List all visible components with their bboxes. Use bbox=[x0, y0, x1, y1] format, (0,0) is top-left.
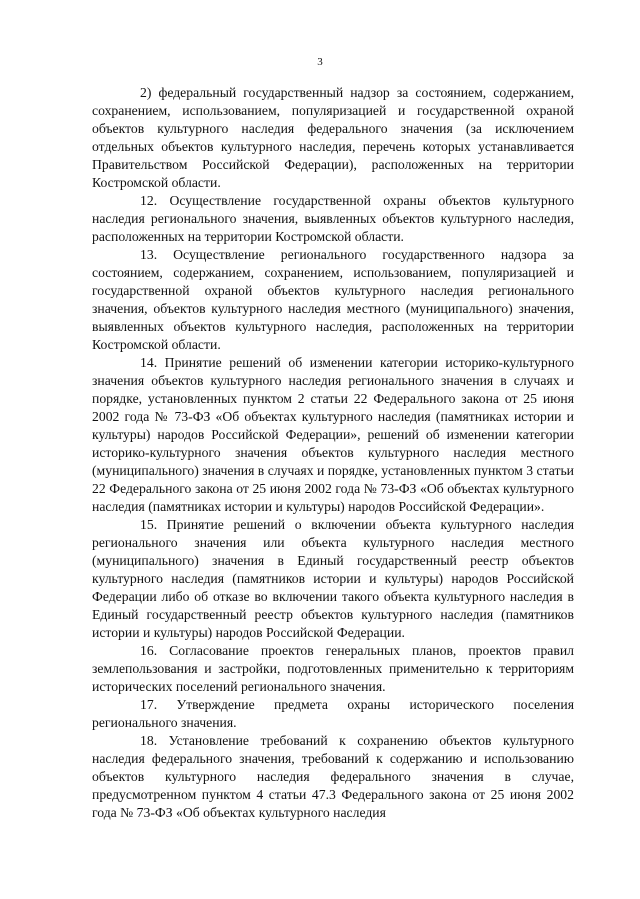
paragraph-14: 14. Принятие решений об изменении категории историко-культурного значения объектов культурного наследия регионального значения в случаях и порядке, установленных пунктом 2 статьи 22 Федерального закона от 25 июня 2002 года № 73-ФЗ «Об объектах культурного наследия (памятниках истории и культуры) народов Российской Федерации», решений об изменении категории историко-культурного значения объектов культурного наследия местного (муниципального) значения в случаях и порядке, установленных пунктом 3 статьи 22 Федерального закона от 25 июня 2002 года № 73-ФЗ «Об объектах культурного наследия (памятниках истории и культуры) народов Российской Федерации». bbox=[92, 355, 575, 514]
paragraph-18: 18. Установление требований к сохранению объектов культурного наследия федерального значения, требований к содержанию и использованию объектов культурного наследия федерального значения в случае, предусмотренном пунктом 4 статьи 47.3 Федерального закона от 25 июня 2002 года № 73-ФЗ «Об объектах культурного наследия bbox=[92, 733, 574, 820]
paragraph-13: 13. Осуществление регионального государственного надзора за состоянием, содержанием, сохранением, использованием, популяризацией и государственной охраной объектов культурного наследия регионального значения, объектов культурного наследия местного (муниципального) значения, выявленных объектов культурного наследия, расположенных на территории Костромской области. bbox=[92, 247, 574, 352]
paragraph-16: 16. Согласование проектов генеральных планов, проектов правил землепользования и застройки, подготовленных применительно к территориям исторических поселений регионального значения. bbox=[92, 643, 574, 694]
paragraph-17: 17. Утверждение предмета охраны исторического поселения регионального значения. bbox=[92, 697, 574, 730]
page-number: 3 bbox=[317, 56, 323, 68]
paragraph-15: 15. Принятие решений о включении объекта культурного наследия регионального значения или объекта культурного наследия местного (муниципального) значения в Единый государственный реестр объектов культурного наследия (памятников истории и культуры) народов Российской Федерации либо об отказе во включении такого объекта культурного наследия в Единый государственный реестр объектов культурного наследия (памятников истории и культуры) народов Российской Федерации. bbox=[92, 517, 574, 640]
document-body bbox=[92, 84, 574, 822]
paragraph-item-2: 2) федеральный государственный надзор за состоянием, содержанием, сохранением, использованием, популяризацией и государственной охраной объектов культурного наследия федерального значения (за исключением отдельных объектов культурного наследия, перечень которых устанавливается Правительством Российской Федерации), расположенных на территории Костромской области. bbox=[92, 85, 574, 190]
paragraph-12: 12. Осуществление государственной охраны объектов культурного наследия регионального значения, выявленных объектов культурного наследия, расположенных на территории Костромской области. bbox=[92, 193, 574, 244]
